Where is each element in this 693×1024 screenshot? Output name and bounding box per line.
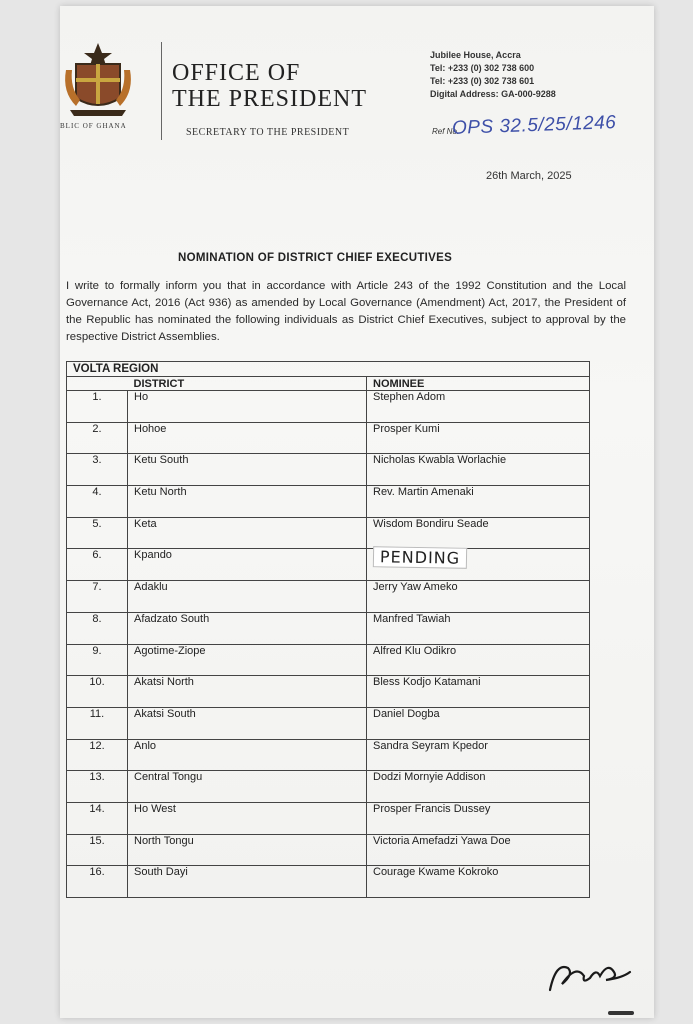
- header-nominee: NOMINEE: [367, 377, 590, 391]
- digital-address: Digital Address: GA-000-9288: [430, 89, 556, 99]
- row-number: 16.: [67, 866, 128, 898]
- district-cell: Hohoe: [128, 422, 367, 454]
- nominee-cell: Dodzi Mornyie Addison: [367, 771, 590, 803]
- table-row: [67, 644, 590, 676]
- office-title: [172, 60, 367, 112]
- coat-of-arms-icon: [62, 40, 134, 122]
- nominee-cell: Rev. Martin Amenaki: [367, 486, 590, 518]
- district-cell: Afadzato South: [128, 612, 367, 644]
- district-cell: Central Tongu: [128, 771, 367, 803]
- table-row: [67, 739, 590, 771]
- nominee-cell: [367, 549, 590, 581]
- row-number: 1.: [67, 391, 128, 423]
- district-cell: Ho: [128, 391, 367, 423]
- district-cell: Kpando: [128, 549, 367, 581]
- nominee-cell: Prosper Kumi: [367, 422, 590, 454]
- table-header-row: [67, 377, 590, 391]
- table-row: [67, 549, 590, 581]
- office-title-line1: OFFICE OF: [172, 60, 301, 86]
- nominee-cell: Manfred Tawiah: [367, 612, 590, 644]
- reference-label: Ref No.: [432, 127, 460, 136]
- row-number: 7.: [67, 581, 128, 613]
- table-row: [67, 391, 590, 423]
- office-title-line2: THE PRESIDENT: [172, 86, 367, 112]
- crest-caption: BLIC OF GHANA: [60, 122, 127, 130]
- district-cell: Ho West: [128, 802, 367, 834]
- row-number: 13.: [67, 771, 128, 803]
- row-number: 4.: [67, 486, 128, 518]
- district-cell: South Dayi: [128, 866, 367, 898]
- table-row: [67, 866, 590, 898]
- header-district: DISTRICT: [128, 377, 367, 391]
- row-number: 14.: [67, 802, 128, 834]
- district-cell: Ketu South: [128, 454, 367, 486]
- letter-page: [60, 6, 654, 1018]
- row-number: 12.: [67, 739, 128, 771]
- region-row: [67, 362, 590, 377]
- district-cell: Akatsi North: [128, 676, 367, 708]
- telephone-2: Tel: +233 (0) 302 738 601: [430, 76, 535, 86]
- district-cell: Akatsi South: [128, 707, 367, 739]
- letter-title: NOMINATION OF DISTRICT CHIEF EXECUTIVES: [178, 252, 453, 264]
- header-number: [67, 377, 128, 391]
- contact-block: [430, 49, 556, 101]
- header-divider: [161, 42, 162, 140]
- row-number: 3.: [67, 454, 128, 486]
- row-number: 15.: [67, 834, 128, 866]
- letter-date: 26th March, 2025: [486, 170, 572, 182]
- district-cell: Keta: [128, 517, 367, 549]
- nominee-cell: Jerry Yaw Ameko: [367, 581, 590, 613]
- pending-handwritten-note: PENDING: [373, 547, 467, 570]
- page-mark: [608, 1011, 634, 1015]
- letter-body: I write to formally inform you that in accordance with Article 243 of the 1992 Constitution and the Local Governance Act, 2016 (Act 936) as amended by Local Governance (Amendment) Act, 2017, the President of the Republic has nominated the following individuals as District Chief Executives, subject to approval by the respective District Assemblies.: [66, 280, 626, 343]
- nominee-cell: Wisdom Bondiru Seade: [367, 517, 590, 549]
- table-row: [67, 486, 590, 518]
- table-row: [67, 517, 590, 549]
- region-heading: VOLTA REGION: [67, 362, 590, 377]
- table-row: [67, 802, 590, 834]
- table-row: [67, 707, 590, 739]
- nominee-cell: Courage Kwame Kokroko: [367, 866, 590, 898]
- district-cell: North Tongu: [128, 834, 367, 866]
- table-row: [67, 834, 590, 866]
- table-row: [67, 422, 590, 454]
- nominee-cell: Daniel Dogba: [367, 707, 590, 739]
- table-row: [67, 612, 590, 644]
- district-cell: Anlo: [128, 739, 367, 771]
- table-row: [67, 676, 590, 708]
- telephone-1: Tel: +233 (0) 302 738 600: [430, 63, 535, 73]
- address-line: Jubilee House, Accra: [430, 50, 521, 60]
- nominees-table: [66, 361, 590, 898]
- nominee-cell: Alfred Klu Odikro: [367, 644, 590, 676]
- table-row: [67, 454, 590, 486]
- signature: [546, 950, 636, 998]
- nominee-cell: Sandra Seyram Kpedor: [367, 739, 590, 771]
- district-cell: Ketu North: [128, 486, 367, 518]
- row-number: 10.: [67, 676, 128, 708]
- table-row: [67, 581, 590, 613]
- row-number: 9.: [67, 644, 128, 676]
- reference-number: OPS 32.5/25/1246: [451, 112, 617, 139]
- row-number: 6.: [67, 549, 128, 581]
- row-number: 5.: [67, 517, 128, 549]
- district-cell: Adaklu: [128, 581, 367, 613]
- row-number: 2.: [67, 422, 128, 454]
- row-number: 11.: [67, 707, 128, 739]
- nominee-cell: Prosper Francis Dussey: [367, 802, 590, 834]
- office-subtitle: SECRETARY TO THE PRESIDENT: [186, 127, 350, 138]
- table-row: [67, 771, 590, 803]
- row-number: 8.: [67, 612, 128, 644]
- nominee-cell: Nicholas Kwabla Worlachie: [367, 454, 590, 486]
- district-cell: Agotime-Ziope: [128, 644, 367, 676]
- nominee-cell: Bless Kodjo Katamani: [367, 676, 590, 708]
- nominee-cell: Stephen Adom: [367, 391, 590, 423]
- nominee-cell: Victoria Amefadzi Yawa Doe: [367, 834, 590, 866]
